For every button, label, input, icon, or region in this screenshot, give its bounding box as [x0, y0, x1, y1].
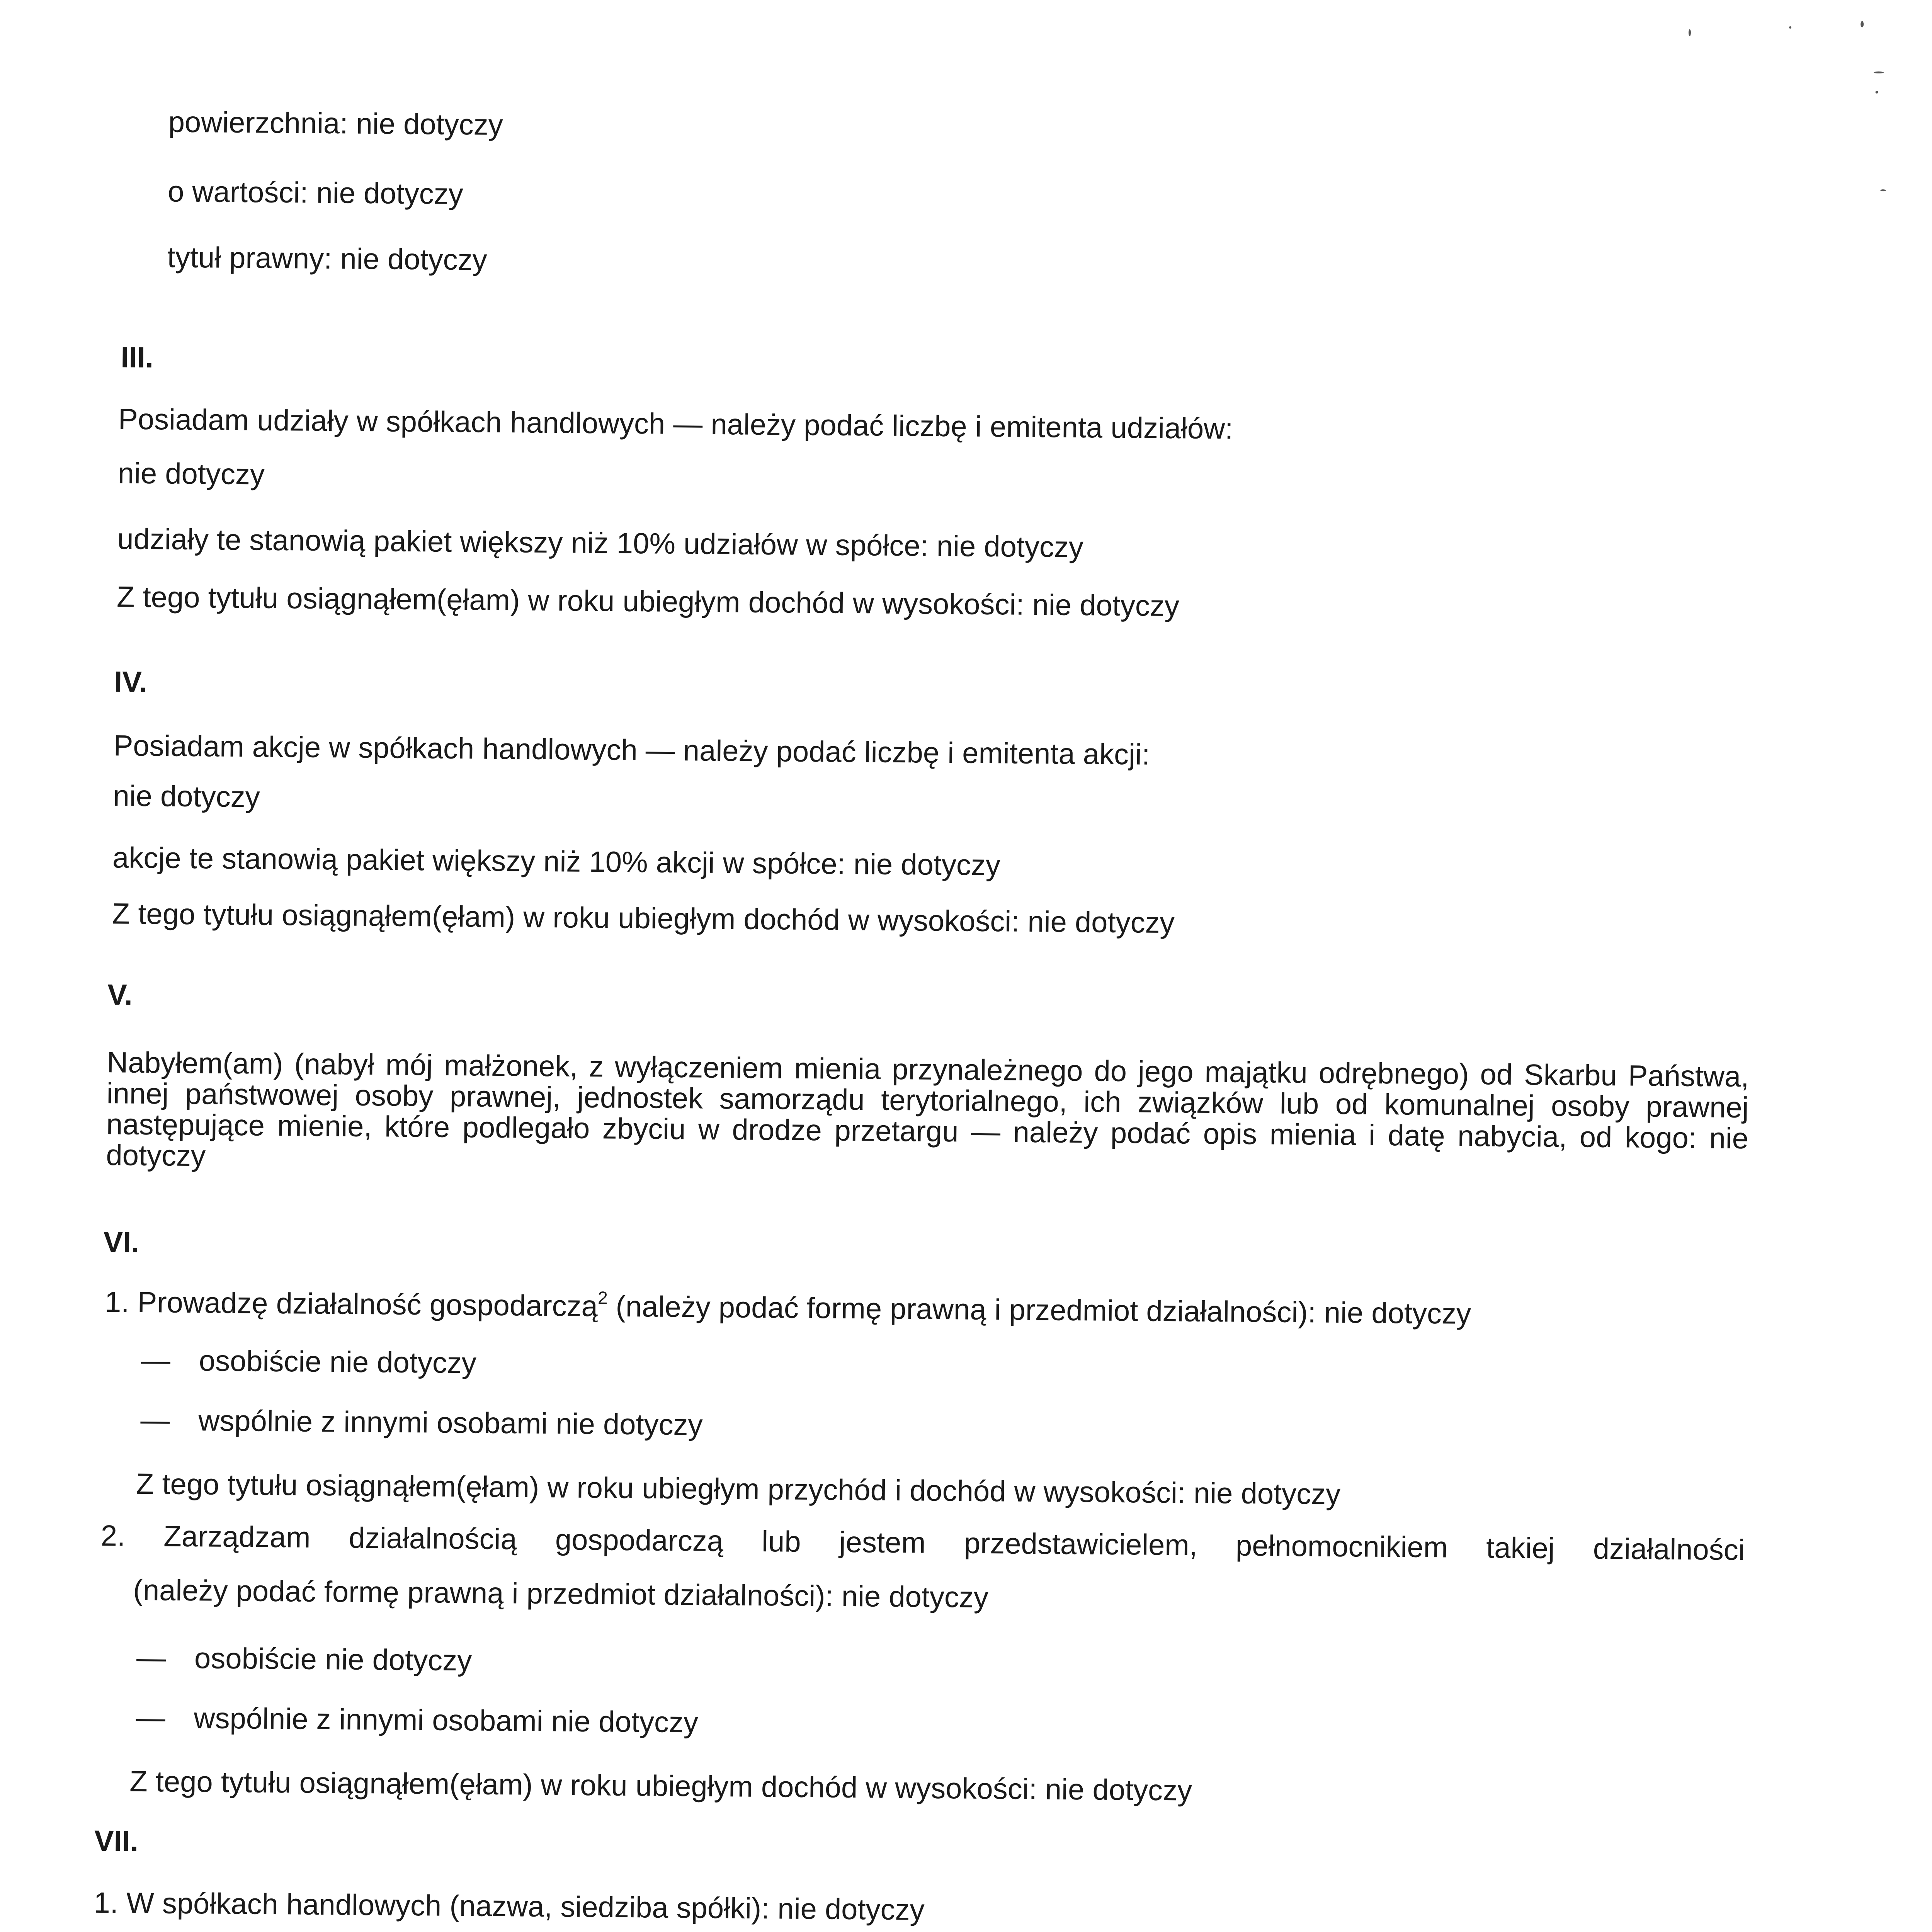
area-line: powierzchnia: nie dotyczy [168, 105, 503, 141]
stocks-package-line: akcje te stanowią pakiet większy niż 10% akcji w spółce: nie dotyczy [112, 841, 1001, 882]
management-line-2: (należy podać formę prawną i przedmiot działalności): nie dotyczy [133, 1573, 989, 1614]
companies-line: 1. W spółkach handlowych (nazwa, siedziba spółki): nie dotyczy [94, 1886, 925, 1927]
stocks-line: Posiadam akcje w spółkach handlowych — należy podać liczbę i emitenta akcji: [113, 729, 1150, 771]
business-activity-text-cont: (należy podać formę prawną i przedmiot działalności): nie dotyczy [607, 1290, 1471, 1330]
shares-value: nie dotyczy [117, 457, 265, 491]
business-jointly-line: wspólnie z innymi osobami nie dotyczy [198, 1404, 703, 1442]
business-personal-line: osobiście nie dotyczy [199, 1344, 477, 1380]
stocks-value: nie dotyczy [113, 779, 260, 814]
management-income-line: Z tego tytułu osiągnąłem(ęłam) w roku ubiegłym dochód w wysokości: nie dotyczy [129, 1765, 1192, 1807]
section-iv-heading: IV. [114, 665, 148, 699]
business-activity-text: 1. Prowadzę działalność gospodarczą [104, 1286, 598, 1323]
scan-speck [1861, 21, 1864, 27]
business-income-line: Z tego tytułu osiągnąłem(ęłam) w roku ubiegłym przychód i dochód w wysokości: nie dotyczy [136, 1467, 1341, 1511]
footnote-2-marker: 2 [597, 1287, 608, 1308]
value-line: o wartości: nie dotyczy [167, 175, 464, 211]
scan-speck [1880, 189, 1886, 191]
acquired-property-paragraph: Nabyłem(am) (nabył mój małżonek, z wyłączeniem mienia przynależnego do jego majątku odrębnego) od Skarbu Państwa, innej państwowej osoby prawnej, jednostek samorządu terytorialnego, ich związków lub od komunalnej osoby prawnej następujące mienie, które podlegało zbyciu w drodze przetargu — należy podać opis mienia i datę nabycia, od kogo: nie dotyczy [106, 1046, 1749, 1173]
dash-marker: — [140, 1403, 170, 1437]
shares-income-line: Z tego tytułu osiągnąłem(ęłam) w roku ubiegłym dochód w wysokości: nie dotyczy [116, 580, 1180, 623]
scan-speck [1876, 91, 1878, 94]
section-v-heading: V. [107, 978, 133, 1012]
stocks-income-line: Z tego tytułu osiągnąłem(ęłam) w roku ubiegłym dochód w wysokości: nie dotyczy [112, 897, 1175, 940]
section-iii-heading: III. [121, 341, 154, 374]
business-activity-line [105, 1285, 1471, 1332]
shares-line: Posiadam udziały w spółkach handlowych — należy podać liczbę i emitenta udziałów: [118, 403, 1233, 446]
dash-marker: — [136, 1641, 166, 1675]
dash-marker: — [136, 1701, 166, 1735]
legal-title-line: tytuł prawny: nie dotyczy [167, 241, 487, 277]
section-vi-heading: VI. [103, 1226, 139, 1259]
section-vii-heading: VII. [94, 1824, 139, 1858]
shares-package-line: udziały te stanowią pakiet większy niż 10% udziałów w spółce: nie dotyczy [117, 522, 1084, 564]
scan-speck [1789, 26, 1791, 29]
dash-marker: — [141, 1344, 171, 1377]
management-line-1: 2. Zarządzam działalnością gospodarczą lub jestem przedstawicielem, pełnomocnikiem takiej działalności [100, 1519, 1745, 1567]
scan-speck [1874, 71, 1884, 73]
management-jointly-line: wspólnie z innymi osobami nie dotyczy [194, 1702, 699, 1739]
scan-speck [1689, 29, 1691, 36]
management-personal-line: osobiście nie dotyczy [194, 1642, 472, 1677]
